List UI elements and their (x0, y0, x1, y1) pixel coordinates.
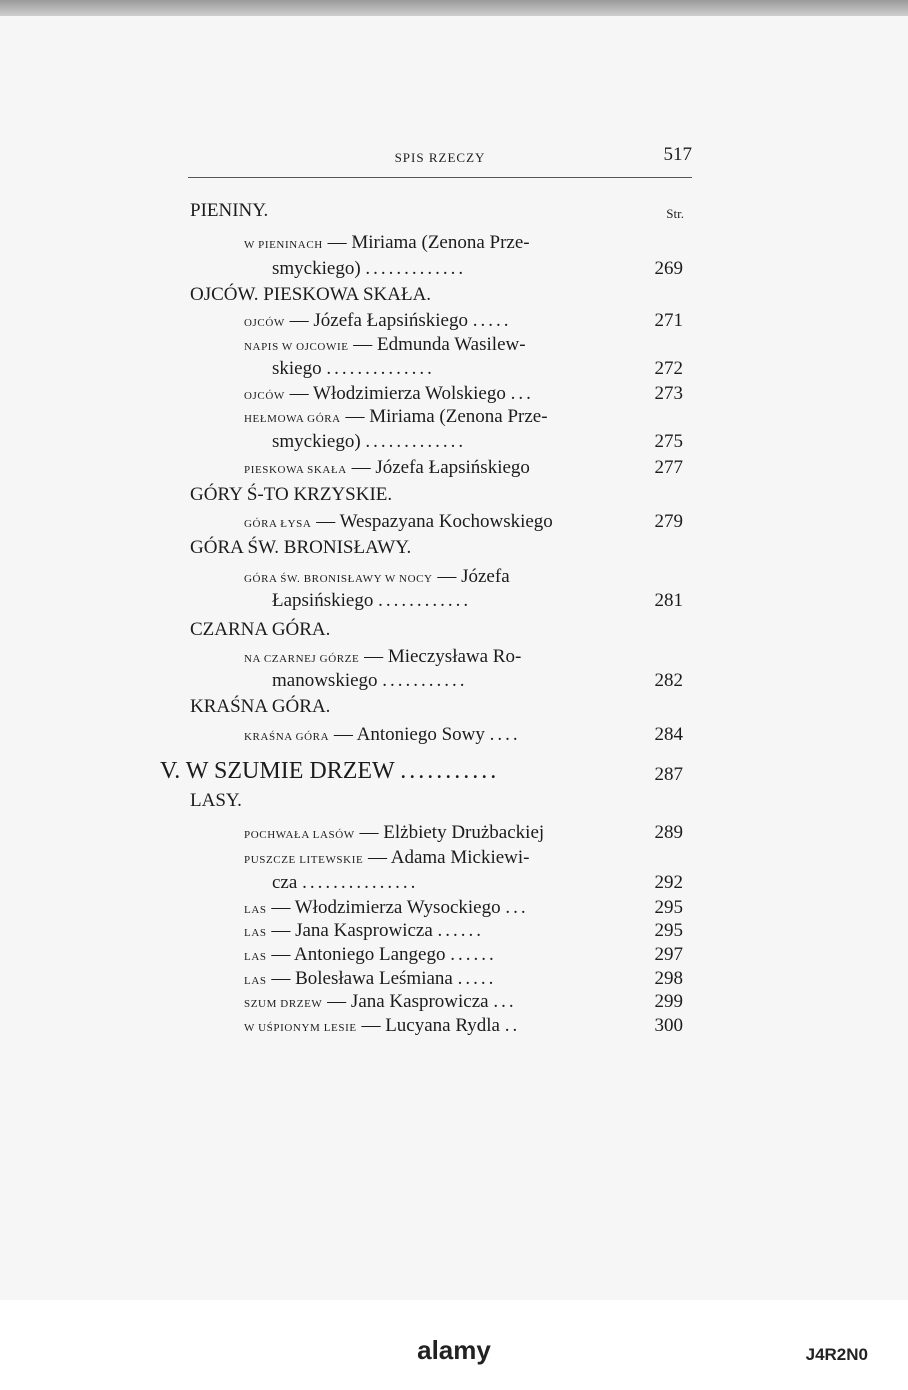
toc-entry: SZUM DRZEW — Jana Kasprowicza ... (244, 991, 517, 1012)
entry-page: 300 (654, 1015, 683, 1036)
column-label: Str. (666, 206, 684, 221)
toc-entry: LAS — Antoniego Langego ...... (244, 944, 497, 965)
running-title: SPIS RZECZY (394, 150, 486, 165)
section-title: GÓRY Ś-TO KRZYSKIE. (190, 484, 393, 505)
section-title: GÓRA ŚW. BRONISŁAWY. (190, 537, 412, 558)
entry-page: 284 (654, 724, 683, 745)
page-number: 517 (663, 144, 692, 165)
section-title: CZARNA GÓRA. (190, 619, 331, 640)
toc-entry: POCHWAŁA LASÓW — Elżbiety Drużbackiej (244, 822, 545, 843)
section-title: PIENINY. (190, 200, 269, 221)
image-id: J4R2N0 (805, 1345, 868, 1364)
entry-page: 269 (654, 258, 683, 279)
entry-page: 295 (654, 897, 683, 918)
entry-page: 277 (654, 457, 683, 478)
entry-page: 275 (654, 431, 683, 452)
toc-entry-continuation: smyckiego) ............. (272, 258, 467, 279)
entry-page: 281 (654, 590, 683, 611)
entry-page: 272 (654, 358, 683, 379)
section-title: LASY. (190, 790, 242, 811)
toc-entry: PUSZCZE LITEWSKIE — Adama Mickiewi- (244, 847, 530, 868)
toc-entry-continuation: skiego .............. (272, 358, 435, 379)
toc-entry-continuation: smyckiego) ............. (272, 431, 467, 452)
part-title: V. W SZUMIE DRZEW ........... (160, 758, 500, 784)
toc-entry-continuation: cza ............... (272, 872, 419, 893)
entry-page: 271 (654, 310, 683, 331)
entry-page: 292 (654, 872, 683, 893)
toc-entry: PIESKOWA SKAŁA — Józefa Łapsińskiego (244, 457, 530, 478)
entry-page: 287 (654, 764, 683, 785)
entry-page: 273 (654, 383, 683, 404)
toc-entry: OJCÓW — Józefa Łapsińskiego ..... (244, 310, 512, 331)
toc-entry: LAS — Jana Kasprowicza ...... (244, 920, 485, 941)
entry-page: 298 (654, 968, 683, 989)
toc-entry-continuation: manowskiego ........... (272, 670, 468, 691)
entry-page: 282 (654, 670, 683, 691)
toc-entry: GÓRA ŁYSA — Wespazyana Kochowskiego (244, 511, 553, 532)
entry-page: 297 (654, 944, 683, 965)
entry-page: 289 (654, 822, 683, 843)
toc-entry: NA CZARNEJ GÓRZE — Mieczysława Ro- (244, 646, 522, 667)
toc-entry-continuation: Łapsińskiego ............ (272, 590, 472, 611)
toc-entry: LAS — Włodzimierza Wysockiego ... (244, 897, 529, 918)
toc-entry: OJCÓW — Włodzimierza Wolskiego ... (244, 383, 534, 404)
toc-entry: W PIENINACH — Miriama (Zenona Prze- (244, 232, 530, 253)
entry-page: 279 (654, 511, 683, 532)
section-title: KRAŚNA GÓRA. (190, 696, 331, 717)
toc-entry: NAPIS W OJCOWIE — Edmunda Wasilew- (244, 334, 526, 355)
toc-entry: KRAŚNA GÓRA — Antoniego Sowy .... (244, 724, 521, 745)
toc-entry: W UŚPIONYM LESIE — Lucyana Rydla .. (244, 1015, 521, 1036)
toc-entry: GÓRA ŚW. BRONISŁAWY W NOCY — Józefa (244, 566, 510, 587)
entry-page: 299 (654, 991, 683, 1012)
watermark-logo: alamy (417, 1335, 491, 1365)
toc-entry: HEŁMOWA GÓRA — Miriama (Zenona Prze- (244, 406, 548, 427)
toc-entry: LAS — Bolesława Leśmiana ..... (244, 968, 497, 989)
entry-page: 295 (654, 920, 683, 941)
section-title: OJCÓW. PIESKOWA SKAŁA. (190, 284, 432, 305)
